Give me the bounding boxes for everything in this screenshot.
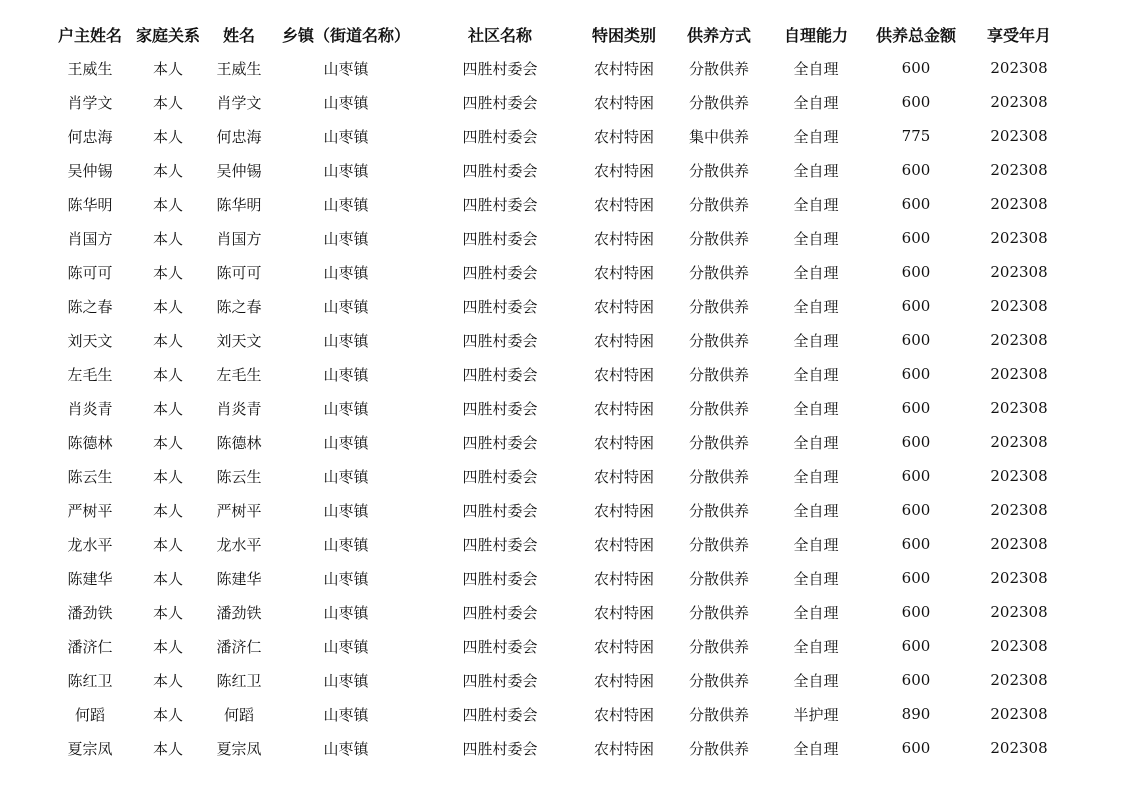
family-relation-cell: 本人 [152,467,183,486]
community-cell: 四胜村委会 [462,229,538,248]
total-amount-cell: 775 [901,127,931,145]
family-relation-cell: 本人 [152,297,183,316]
support-method-cell: 分散供养 [688,603,749,622]
hardship-category-cell: 农村特困 [593,331,654,350]
household-head-cell: 陈建华 [67,569,113,588]
hardship-category-cell: 农村特困 [593,739,654,758]
hardship-category-cell: 农村特困 [593,229,654,248]
self-care-ability-cell: 全自理 [793,297,839,316]
community-cell: 四胜村委会 [462,161,538,180]
township-cell: 山枣镇 [323,365,369,384]
self-care-ability-cell: 全自理 [793,501,839,520]
family-relation-cell: 本人 [152,161,183,180]
support-method-cell: 分散供养 [688,161,749,180]
support-method-cell: 分散供养 [688,263,749,282]
table-row [50,493,1068,527]
total-amount-cell: 600 [901,263,931,281]
total-amount-cell: 600 [901,467,931,485]
household-head-cell: 吴仲锡 [67,161,113,180]
household-head-cell: 陈华明 [67,195,113,214]
total-amount-cell: 600 [901,433,931,451]
support-method-cell: 分散供养 [688,705,749,724]
self-care-ability-cell: 全自理 [793,331,839,350]
township-cell: 山枣镇 [323,93,369,112]
table-row [50,153,1068,187]
self-care-ability-cell: 全自理 [793,569,839,588]
benefit-month-cell: 202308 [990,705,1048,723]
community-cell: 四胜村委会 [462,739,538,758]
name-cell: 潘劲铁 [216,603,262,622]
support-method-cell: 集中供养 [688,127,749,146]
hardship-category-cell: 农村特困 [593,501,654,520]
family-relation-cell: 本人 [152,263,183,282]
total-amount-cell: 600 [901,297,931,315]
community-cell: 四胜村委会 [462,297,538,316]
self-care-ability-cell: 全自理 [793,603,839,622]
hardship-category-cell: 农村特困 [593,467,654,486]
community-cell: 四胜村委会 [462,195,538,214]
header-support-method: 供养方式 [686,25,751,45]
benefit-month-cell: 202308 [990,467,1048,485]
benefit-month-cell: 202308 [990,569,1048,587]
header-family-relation: 家庭关系 [135,25,200,45]
header-self-care-ability: 自理能力 [783,25,848,45]
family-relation-cell: 本人 [152,433,183,452]
table-row [50,51,1068,85]
community-cell: 四胜村委会 [462,705,538,724]
family-relation-cell: 本人 [152,93,183,112]
hardship-category-cell: 农村特困 [593,603,654,622]
support-method-cell: 分散供养 [688,433,749,452]
name-cell: 龙水平 [216,535,262,554]
table-row [50,629,1068,663]
table-row [50,731,1068,765]
total-amount-cell: 600 [901,59,931,77]
community-cell: 四胜村委会 [462,467,538,486]
self-care-ability-cell: 全自理 [793,637,839,656]
name-cell: 王威生 [216,59,262,78]
household-head-cell: 何忠海 [67,127,113,146]
total-amount-cell: 600 [901,331,931,349]
benefit-month-cell: 202308 [990,603,1048,621]
township-cell: 山枣镇 [323,229,369,248]
name-cell: 陈之春 [216,297,262,316]
family-relation-cell: 本人 [152,229,183,248]
township-cell: 山枣镇 [323,637,369,656]
community-cell: 四胜村委会 [462,603,538,622]
table-header [50,17,1068,51]
self-care-ability-cell: 全自理 [793,195,839,214]
total-amount-cell: 600 [901,535,931,553]
hardship-category-cell: 农村特困 [593,399,654,418]
table-row [50,425,1068,459]
family-relation-cell: 本人 [152,705,183,724]
name-cell: 陈可可 [216,263,262,282]
hardship-category-cell: 农村特困 [593,569,654,588]
table-row [50,459,1068,493]
total-amount-cell: 600 [901,93,931,111]
table-row [50,697,1068,731]
township-cell: 山枣镇 [323,59,369,78]
township-cell: 山枣镇 [323,603,369,622]
township-cell: 山枣镇 [323,671,369,690]
name-cell: 夏宗凤 [216,739,262,758]
benefit-month-cell: 202308 [990,161,1048,179]
self-care-ability-cell: 全自理 [793,433,839,452]
family-relation-cell: 本人 [152,637,183,656]
household-head-cell: 陈云生 [67,467,113,486]
total-amount-cell: 600 [901,399,931,417]
community-cell: 四胜村委会 [462,331,538,350]
family-relation-cell: 本人 [152,501,183,520]
name-cell: 陈建华 [216,569,262,588]
benefit-month-cell: 202308 [990,93,1048,111]
total-amount-cell: 600 [901,365,931,383]
support-method-cell: 分散供养 [688,399,749,418]
total-amount-cell: 600 [901,739,931,757]
family-relation-cell: 本人 [152,127,183,146]
support-method-cell: 分散供养 [688,637,749,656]
household-head-cell: 陈可可 [67,263,113,282]
name-cell: 肖国方 [216,229,262,248]
name-cell: 陈红卫 [216,671,262,690]
community-cell: 四胜村委会 [462,535,538,554]
household-head-cell: 夏宗凤 [67,739,113,758]
hardship-category-cell: 农村特困 [593,671,654,690]
township-cell: 山枣镇 [323,331,369,350]
support-method-cell: 分散供养 [688,93,749,112]
support-method-cell: 分散供养 [688,739,749,758]
table-row [50,289,1068,323]
household-head-cell: 刘天文 [67,331,113,350]
family-relation-cell: 本人 [152,569,183,588]
support-method-cell: 分散供养 [688,365,749,384]
household-head-cell: 潘济仁 [67,637,113,656]
household-head-cell: 肖学文 [67,93,113,112]
table-row [50,119,1068,153]
self-care-ability-cell: 全自理 [793,365,839,384]
support-method-cell: 分散供养 [688,297,749,316]
benefit-month-cell: 202308 [990,365,1048,383]
benefit-month-cell: 202308 [990,195,1048,213]
table-row [50,595,1068,629]
header-benefit-month: 享受年月 [986,25,1051,45]
table-row [50,85,1068,119]
table-row [50,255,1068,289]
support-method-cell: 分散供养 [688,331,749,350]
township-cell: 山枣镇 [323,535,369,554]
household-head-cell: 肖国方 [67,229,113,248]
hardship-category-cell: 农村特困 [593,705,654,724]
hardship-category-cell: 农村特困 [593,365,654,384]
support-method-cell: 分散供养 [688,195,749,214]
support-method-cell: 分散供养 [688,229,749,248]
table-row [50,391,1068,425]
name-cell: 吴仲锡 [216,161,262,180]
table-row [50,187,1068,221]
family-relation-cell: 本人 [152,399,183,418]
community-cell: 四胜村委会 [462,93,538,112]
community-cell: 四胜村委会 [462,365,538,384]
community-cell: 四胜村委会 [462,127,538,146]
hardship-category-cell: 农村特困 [593,297,654,316]
name-cell: 潘济仁 [216,637,262,656]
hardship-category-cell: 农村特困 [593,161,654,180]
self-care-ability-cell: 全自理 [793,229,839,248]
name-cell: 刘天文 [216,331,262,350]
table-row [50,527,1068,561]
township-cell: 山枣镇 [323,501,369,520]
family-relation-cell: 本人 [152,331,183,350]
name-cell: 左毛生 [216,365,262,384]
community-cell: 四胜村委会 [462,671,538,690]
hardship-category-cell: 农村特困 [593,127,654,146]
household-head-cell: 龙水平 [67,535,113,554]
family-relation-cell: 本人 [152,603,183,622]
support-method-cell: 分散供养 [688,59,749,78]
support-method-cell: 分散供养 [688,501,749,520]
self-care-ability-cell: 全自理 [793,739,839,758]
total-amount-cell: 600 [901,637,931,655]
township-cell: 山枣镇 [323,263,369,282]
self-care-ability-cell: 全自理 [793,127,839,146]
support-method-cell: 分散供养 [688,467,749,486]
benefit-month-cell: 202308 [990,297,1048,315]
table-row [50,561,1068,595]
self-care-ability-cell: 半护理 [793,705,839,724]
family-relation-cell: 本人 [152,535,183,554]
total-amount-cell: 600 [901,229,931,247]
total-amount-cell: 600 [901,501,931,519]
self-care-ability-cell: 全自理 [793,59,839,78]
household-head-cell: 潘劲铁 [67,603,113,622]
benefit-month-cell: 202308 [990,331,1048,349]
family-relation-cell: 本人 [152,195,183,214]
hardship-category-cell: 农村特困 [593,637,654,656]
self-care-ability-cell: 全自理 [793,671,839,690]
township-cell: 山枣镇 [323,161,369,180]
township-cell: 山枣镇 [323,467,369,486]
self-care-ability-cell: 全自理 [793,467,839,486]
benefit-month-cell: 202308 [990,637,1048,655]
self-care-ability-cell: 全自理 [793,161,839,180]
table-row [50,357,1068,391]
benefit-month-cell: 202308 [990,535,1048,553]
community-cell: 四胜村委会 [462,59,538,78]
table-body [50,51,1068,765]
support-recipients-table [50,17,1068,765]
header-total-amount: 供养总金额 [875,25,956,45]
household-head-cell: 陈红卫 [67,671,113,690]
township-cell: 山枣镇 [323,569,369,588]
total-amount-cell: 600 [901,195,931,213]
family-relation-cell: 本人 [152,671,183,690]
township-cell: 山枣镇 [323,399,369,418]
household-head-cell: 陈德林 [67,433,113,452]
household-head-cell: 左毛生 [67,365,113,384]
township-cell: 山枣镇 [323,705,369,724]
family-relation-cell: 本人 [152,739,183,758]
household-head-cell: 何蹈 [74,705,105,724]
township-cell: 山枣镇 [323,739,369,758]
benefit-month-cell: 202308 [990,433,1048,451]
table-row [50,663,1068,697]
hardship-category-cell: 农村特困 [593,263,654,282]
community-cell: 四胜村委会 [462,399,538,418]
name-cell: 何忠海 [216,127,262,146]
support-method-cell: 分散供养 [688,671,749,690]
benefit-month-cell: 202308 [990,671,1048,689]
community-cell: 四胜村委会 [462,501,538,520]
name-cell: 何蹈 [223,705,254,724]
benefit-month-cell: 202308 [990,263,1048,281]
family-relation-cell: 本人 [152,59,183,78]
name-cell: 陈云生 [216,467,262,486]
township-cell: 山枣镇 [323,297,369,316]
header-row [50,17,1068,51]
header-name: 姓名 [222,25,255,45]
name-cell: 肖学文 [216,93,262,112]
total-amount-cell: 890 [901,705,931,723]
header-community: 社区名称 [467,25,532,45]
self-care-ability-cell: 全自理 [793,535,839,554]
hardship-category-cell: 农村特困 [593,433,654,452]
name-cell: 陈华明 [216,195,262,214]
hardship-category-cell: 农村特困 [593,59,654,78]
household-head-cell: 严树平 [67,501,113,520]
benefit-month-cell: 202308 [990,229,1048,247]
name-cell: 陈德林 [216,433,262,452]
header-hardship-category: 特困类别 [591,25,656,45]
benefit-month-cell: 202308 [990,501,1048,519]
township-cell: 山枣镇 [323,433,369,452]
self-care-ability-cell: 全自理 [793,263,839,282]
total-amount-cell: 600 [901,671,931,689]
township-cell: 山枣镇 [323,195,369,214]
table-row [50,221,1068,255]
community-cell: 四胜村委会 [462,637,538,656]
household-head-cell: 陈之春 [67,297,113,316]
total-amount-cell: 600 [901,603,931,621]
support-method-cell: 分散供养 [688,535,749,554]
hardship-category-cell: 农村特困 [593,93,654,112]
community-cell: 四胜村委会 [462,263,538,282]
household-head-cell: 王威生 [67,59,113,78]
name-cell: 严树平 [216,501,262,520]
community-cell: 四胜村委会 [462,433,538,452]
total-amount-cell: 600 [901,161,931,179]
table-row [50,323,1068,357]
total-amount-cell: 600 [901,569,931,587]
support-method-cell: 分散供养 [688,569,749,588]
name-cell: 肖炎青 [216,399,262,418]
benefit-month-cell: 202308 [990,399,1048,417]
self-care-ability-cell: 全自理 [793,93,839,112]
community-cell: 四胜村委会 [462,569,538,588]
family-relation-cell: 本人 [152,365,183,384]
hardship-category-cell: 农村特困 [593,535,654,554]
benefit-month-cell: 202308 [990,59,1048,77]
self-care-ability-cell: 全自理 [793,399,839,418]
header-township: 乡镇（街道名称） [281,25,410,45]
benefit-month-cell: 202308 [990,127,1048,145]
benefit-month-cell: 202308 [990,739,1048,757]
household-head-cell: 肖炎青 [67,399,113,418]
hardship-category-cell: 农村特困 [593,195,654,214]
header-household-head: 户主姓名 [57,25,122,45]
township-cell: 山枣镇 [323,127,369,146]
